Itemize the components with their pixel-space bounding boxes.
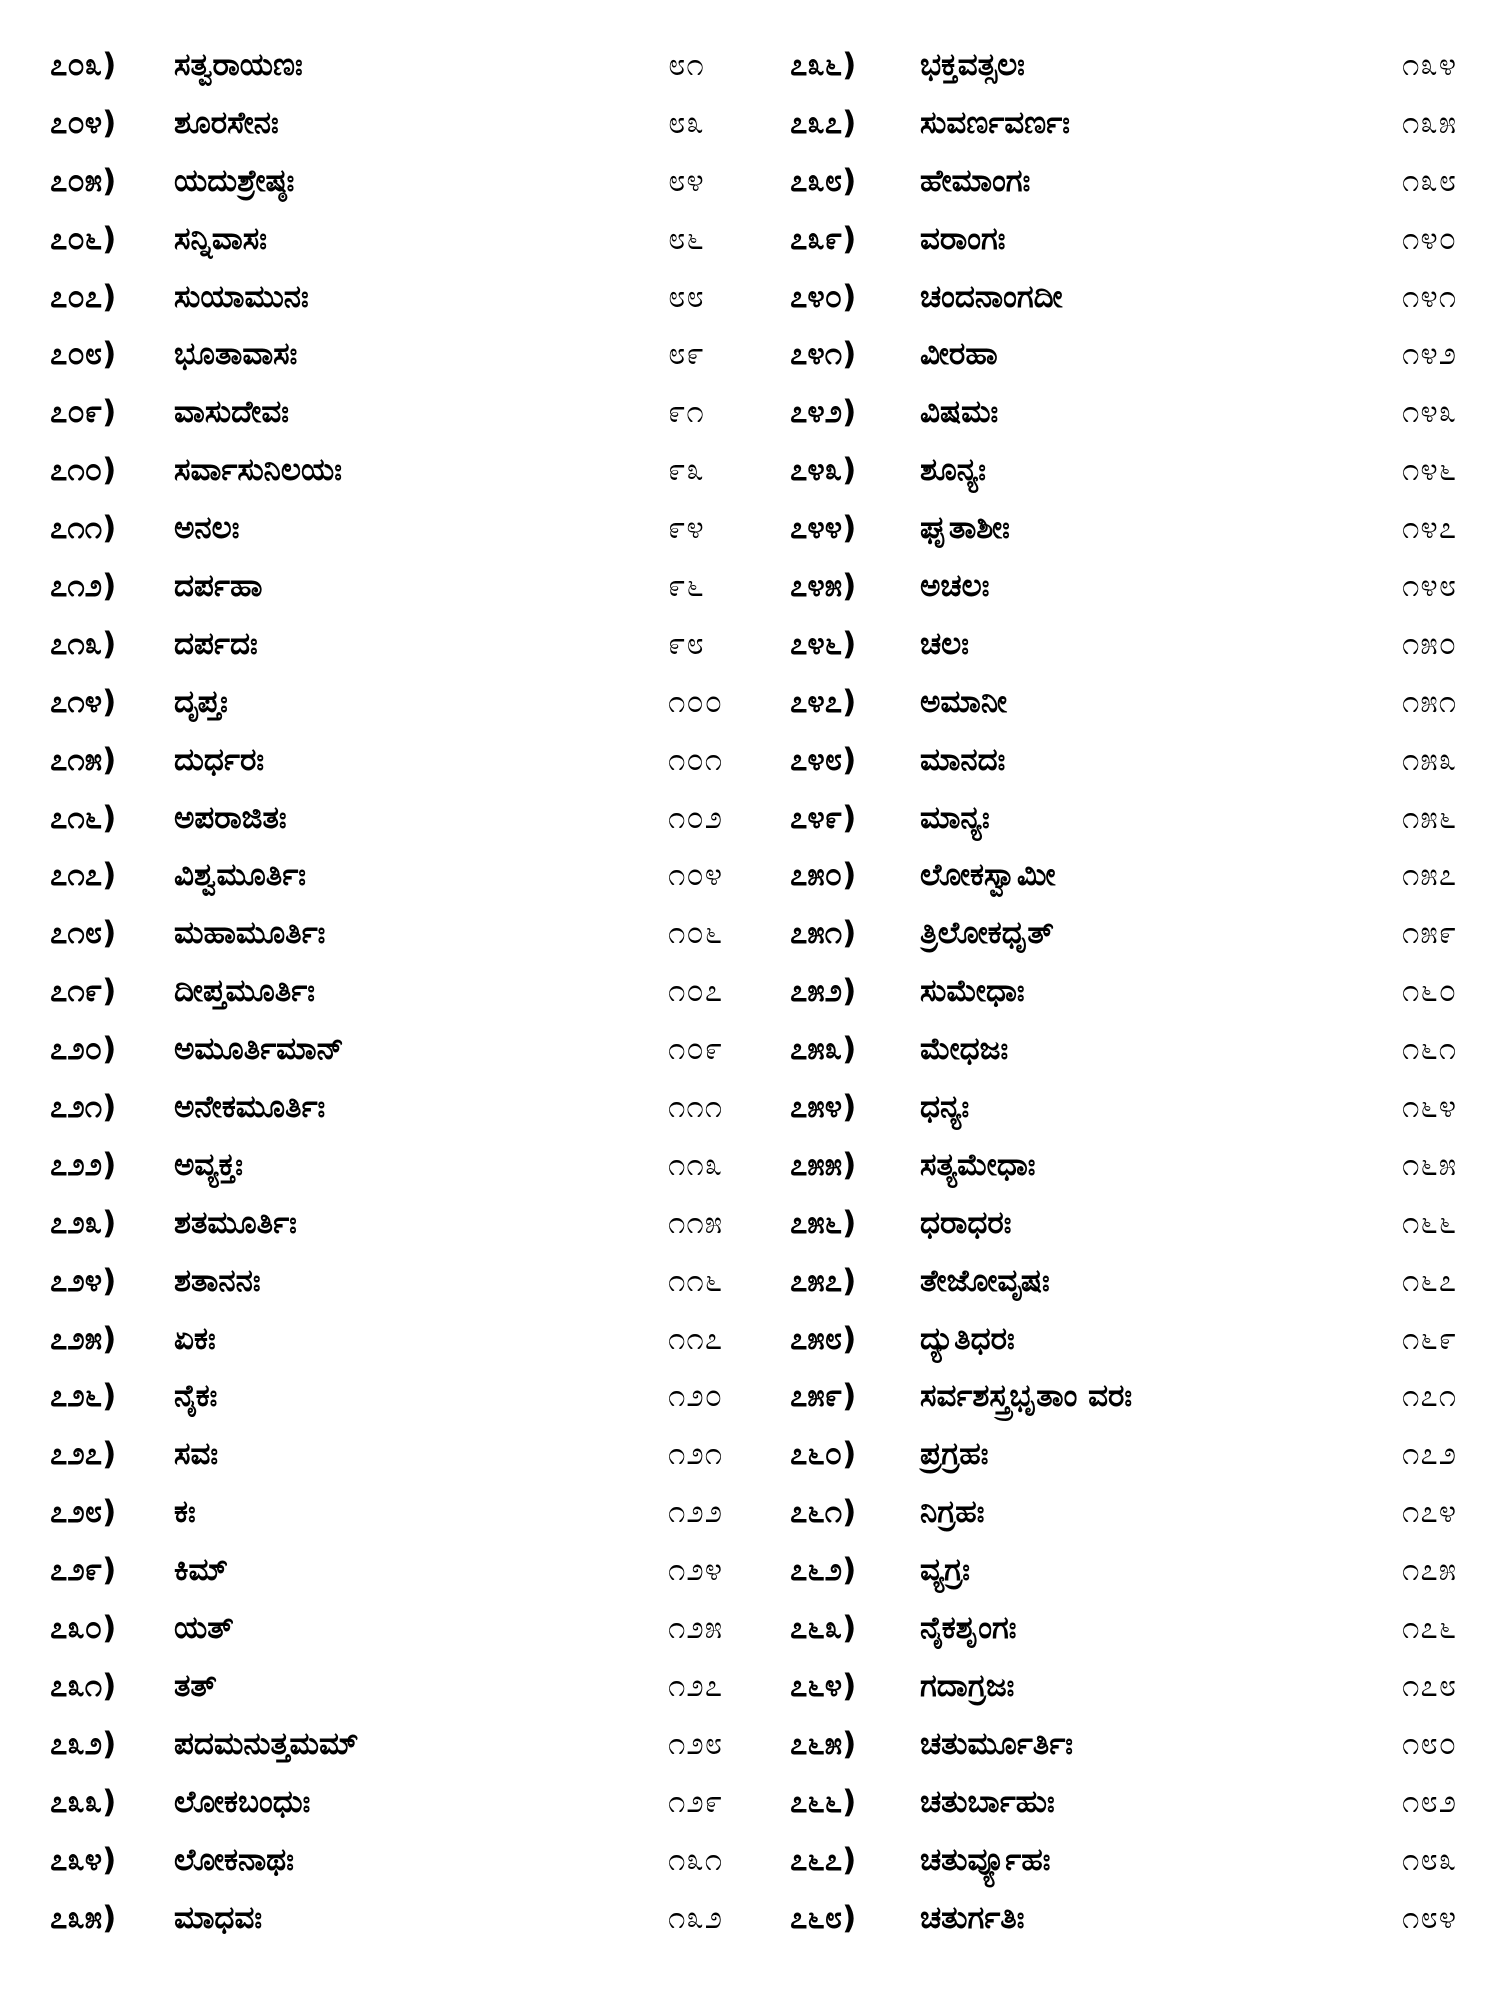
entry-number: ೭೨೧) <box>50 1089 117 1126</box>
entry-page-number: ೯೧ <box>668 394 705 431</box>
entry-name: ವೀರಹಾ <box>920 336 998 373</box>
entry-name: ಗದಾಗ್ರಜಃ <box>920 1667 1015 1704</box>
entry-name: ವಿಷಮಃ <box>920 394 999 431</box>
entry-name: ಸತ್ವರಾಯಣಃ <box>174 47 303 83</box>
entry-name: ಏಕಃ <box>174 1320 216 1357</box>
entry-number: ೭೩೮) <box>790 162 857 199</box>
index-entry <box>50 1425 740 1483</box>
entry-number: ೭೦೭) <box>50 278 117 315</box>
entry-page-number: ೧೪೨ <box>1402 336 1458 373</box>
index-entry <box>50 210 740 268</box>
entry-name: ವ್ಯಗ್ರಃ <box>920 1552 970 1589</box>
entry-name: ತೇಜೋವೃಷಃ <box>920 1262 1050 1299</box>
entry-name: ಧನ್ಯಃ <box>920 1089 970 1126</box>
entry-number: ೭೫೨) <box>790 973 857 1010</box>
entry-number: ೭೪೧) <box>790 336 857 373</box>
index-entry <box>50 94 740 152</box>
index-entry <box>50 1367 740 1425</box>
entry-page-number: ೧೧೩ <box>668 1146 724 1183</box>
entry-name: ವರಾಂಗಃ <box>920 220 1006 257</box>
index-entry <box>50 1541 740 1599</box>
entry-page-number: ೧೦೦ <box>668 683 724 720</box>
entry-page-number: ೧೭೬ <box>1402 1610 1458 1647</box>
index-entry <box>790 1367 1480 1425</box>
entry-page-number: ೧೩೫ <box>1402 104 1458 141</box>
entry-name: ವಿಶ್ವಮೂರ್ತಿಃ <box>174 857 306 894</box>
entry-name: ದೃಪ್ತಃ <box>174 683 228 720</box>
entry-name: ಲೋಕಬಂಧುಃ <box>174 1783 311 1820</box>
entry-page-number: ೧೫೧ <box>1402 683 1458 720</box>
index-entry <box>50 615 740 673</box>
entry-page-number: ೧೨೪ <box>668 1552 724 1589</box>
entry-name: ಸವಃ <box>174 1436 219 1473</box>
entry-name: ಪ್ರಗ್ರಹಃ <box>920 1436 989 1473</box>
index-entry <box>790 557 1480 615</box>
index-entry <box>790 1310 1480 1368</box>
entry-number: ೭೨೭) <box>50 1436 117 1473</box>
entry-name: ಸುವರ್ಣವರ್ಣಃ <box>920 104 1070 141</box>
entry-number: ೭೪೫) <box>790 568 857 605</box>
entry-page-number: ೧೧೫ <box>668 1204 724 1241</box>
entry-name: ಭಕ್ತವತ್ಸಲಃ <box>920 47 1025 83</box>
entry-name: ಅಪರಾಜಿತಃ <box>174 799 287 836</box>
entry-page-number: ೧೧೬ <box>668 1262 724 1299</box>
entry-number: ೭೪೭) <box>790 683 857 720</box>
entry-page-number: ೧೭೮ <box>1402 1667 1458 1704</box>
entry-page-number: ೮೬ <box>668 220 705 257</box>
index-entry <box>790 94 1480 152</box>
index-entry <box>790 1599 1480 1657</box>
entry-name: ನಿಗ್ರಹಃ <box>920 1494 985 1531</box>
entry-number: ೭೩೯) <box>790 220 857 257</box>
entry-number: ೭೪೩) <box>790 452 857 489</box>
entry-number: ೭೦೫) <box>50 162 117 199</box>
index-entry <box>50 1483 740 1541</box>
entry-number: ೭೬೬) <box>790 1783 857 1820</box>
entry-page-number: ೧೮೪ <box>1402 1899 1458 1936</box>
entry-page-number: ೮೪ <box>668 162 705 199</box>
entry-number: ೭೨೬) <box>50 1378 117 1415</box>
entry-number: ೭೧೫) <box>50 741 117 778</box>
entry-number: ೭೩೧) <box>50 1667 117 1704</box>
entry-number: ೭೨೩) <box>50 1204 117 1241</box>
entry-number: ೭೨೪) <box>50 1262 117 1299</box>
entry-name: ಚತುರ್ಮೂರ್ತಿಃ <box>920 1725 1073 1762</box>
entry-number: ೭೫೫) <box>790 1146 857 1183</box>
index-entry <box>790 1773 1480 1831</box>
index-entry <box>50 152 740 210</box>
entry-name: ಮಾನ್ಯಃ <box>920 799 990 836</box>
entry-name: ಅಮಾನೀ <box>920 683 1008 720</box>
entry-page-number: ೧೪೩ <box>1402 394 1458 431</box>
entry-page-number: ೧೭೨ <box>1402 1436 1458 1473</box>
entry-name: ಶೂನ್ಯಃ <box>920 452 986 489</box>
entry-name: ಕಿಮ್ <box>174 1552 229 1589</box>
entry-page-number: ೧೫೯ <box>1402 915 1458 952</box>
entry-number: ೭೪೯) <box>790 799 857 836</box>
index-entry <box>790 1541 1480 1599</box>
entry-name: ಸರ್ವಶಸ್ತ್ರಭೃತಾಂ ವರಃ <box>920 1378 1133 1415</box>
entry-page-number: ೧೪೭ <box>1402 510 1458 547</box>
entry-page-number: ೧೪೧ <box>1402 278 1458 315</box>
entry-page-number: ೧೫೩ <box>1402 741 1458 778</box>
entry-number: ೭೨೫) <box>50 1320 117 1357</box>
entry-page-number: ೧೧೧ <box>668 1089 724 1126</box>
entry-page-number: ೧೮೩ <box>1402 1841 1458 1878</box>
entry-page-number: ೧೦೯ <box>668 1031 724 1068</box>
entry-number: ೭೩೪) <box>50 1841 117 1878</box>
entry-page-number: ೮೩ <box>668 104 705 141</box>
entry-page-number: ೧೦೭ <box>668 973 724 1010</box>
entry-name: ದರ್ಪಹಾ <box>174 568 263 605</box>
entry-number: ೭೧೩) <box>50 625 117 662</box>
entry-name: ಘೃತಾಶೀಃ <box>920 510 1010 547</box>
entry-page-number: ೧೬೭ <box>1402 1262 1458 1299</box>
entry-number: ೭೦೮) <box>50 336 117 373</box>
entry-number: ೭೫೭) <box>790 1262 857 1299</box>
entry-page-number: ೧೩೧ <box>668 1841 724 1878</box>
entry-page-number: ೧೪೬ <box>1402 452 1458 489</box>
entry-number: ೭೧೨) <box>50 568 117 605</box>
entry-page-number: ೧೭೫ <box>1402 1552 1458 1589</box>
entry-name: ಸನ್ನಿವಾಸಃ <box>174 220 267 257</box>
entry-number: ೭೦೯) <box>50 394 117 431</box>
entry-page-number: ೧೩೮ <box>1402 162 1458 199</box>
index-entry <box>50 383 740 441</box>
entry-page-number: ೧೩೪ <box>1402 47 1458 83</box>
entry-name: ಶತಾನನಃ <box>174 1262 261 1299</box>
entry-page-number: ೮೯ <box>668 336 705 373</box>
index-entry <box>790 1136 1480 1194</box>
entry-number: ೭೩೨) <box>50 1725 117 1762</box>
index-entry <box>790 268 1480 326</box>
entry-page-number: ೧೬೯ <box>1402 1320 1458 1357</box>
entry-name: ದ್ಯುತಿಧರಃ <box>920 1320 1015 1357</box>
entry-page-number: ೧೨೫ <box>668 1610 724 1647</box>
entry-number: ೭೧೮) <box>50 915 117 952</box>
index-entry <box>50 1657 740 1715</box>
index-entry <box>790 1889 1480 1947</box>
index-entry <box>50 1889 740 1947</box>
index-entry <box>790 210 1480 268</box>
index-entry <box>790 673 1480 731</box>
entry-number: ೭೪೨) <box>790 394 857 431</box>
entry-page-number: ೧೮೦ <box>1402 1725 1458 1762</box>
entry-page-number: ೧೨೮ <box>668 1725 724 1762</box>
entry-name: ತ್ರಿಲೋಕಧೃತ್ <box>920 915 1054 952</box>
index-entry <box>50 904 740 962</box>
entry-number: ೭೩೭) <box>790 104 857 141</box>
entry-number: ೭೬೭) <box>790 1841 857 1878</box>
entry-name: ಮಾನದಃ <box>920 741 1006 778</box>
entry-number: ೭೧೦) <box>50 452 117 489</box>
index-entry <box>790 441 1480 499</box>
entry-page-number: ೧೨೦ <box>668 1378 724 1415</box>
entry-page-number: ೧೦೧ <box>668 741 724 778</box>
index-entry <box>50 1136 740 1194</box>
index-entry <box>50 789 740 847</box>
index-entry <box>790 325 1480 383</box>
index-entry <box>50 1599 740 1657</box>
entry-name: ಹೇಮಾಂಗಃ <box>920 162 1031 199</box>
entry-name: ಮೇಧಜಃ <box>920 1031 1009 1068</box>
entry-number: ೭೧೧) <box>50 510 117 547</box>
entry-name: ಲೋಕಸ್ವಾಮೀ <box>920 857 1056 894</box>
entry-number: ೭೫೧) <box>790 915 857 952</box>
entry-name: ಚಂದನಾಂಗದೀ <box>920 278 1063 315</box>
index-entry <box>790 152 1480 210</box>
entry-number: ೭೫೩) <box>790 1031 857 1068</box>
entry-number: ೭೦೪) <box>50 104 117 141</box>
entry-page-number: ೧೪೦ <box>1402 220 1458 257</box>
entry-page-number: ೯೬ <box>668 568 705 605</box>
index-entry <box>790 789 1480 847</box>
entry-page-number: ೧೮೨ <box>1402 1783 1458 1820</box>
entry-name: ಅನಲಃ <box>174 510 240 547</box>
entry-page-number: ೮೧ <box>668 47 705 83</box>
entry-number: ೭೪೬) <box>790 625 857 662</box>
index-entry <box>50 1715 740 1773</box>
index-entry <box>50 1310 740 1368</box>
index-entry <box>790 499 1480 557</box>
index-entry <box>50 499 740 557</box>
entry-name: ಚಲಃ <box>920 625 969 662</box>
entry-name: ನೈಕಃ <box>174 1378 218 1415</box>
index-entry <box>790 1483 1480 1541</box>
entry-number: ೭೬೪) <box>790 1667 857 1704</box>
entry-number: ೭೩೬) <box>790 47 857 83</box>
entry-page-number: ೯೩ <box>668 452 705 489</box>
entry-name: ದರ್ಪದಃ <box>174 625 258 662</box>
index-entry <box>790 1078 1480 1136</box>
entry-number: ೭೪೮) <box>790 741 857 778</box>
entry-name: ಅನೇಕಮೂರ್ತಿಃ <box>174 1089 326 1126</box>
entry-name: ವಾಸುದೇವಃ <box>174 394 289 431</box>
index-entry <box>790 1425 1480 1483</box>
entry-page-number: ೧೨೨ <box>668 1494 724 1531</box>
index-entry <box>790 383 1480 441</box>
entry-page-number: ೧೬೦ <box>1402 973 1458 1010</box>
entry-name: ಚತುರ್ಗತಿಃ <box>920 1899 1025 1936</box>
entry-page-number: ೧೬೬ <box>1402 1204 1458 1241</box>
entry-name: ಕಃ <box>174 1494 196 1531</box>
entry-number: ೭೧೭) <box>50 857 117 894</box>
entry-number: ೭೪೦) <box>790 278 857 315</box>
index-entry <box>790 1831 1480 1889</box>
index-entry <box>790 1657 1480 1715</box>
entry-name: ಲೋಕನಾಥಃ <box>174 1841 294 1878</box>
index-entry <box>50 962 740 1020</box>
index-entry <box>50 673 740 731</box>
entry-name: ಯತ್ <box>174 1610 234 1647</box>
entry-name: ಶತಮೂರ್ತಿಃ <box>174 1204 297 1241</box>
entry-page-number: ೧೫೦ <box>1402 625 1458 662</box>
entry-name: ಸುಮೇಧಾಃ <box>920 973 1025 1010</box>
entry-number: ೭೫೮) <box>790 1320 857 1357</box>
entry-page-number: ೧೪೮ <box>1402 568 1458 605</box>
entry-number: ೭೬೮) <box>790 1899 857 1936</box>
entry-page-number: ೧೫೭ <box>1402 857 1458 894</box>
index-entry <box>790 962 1480 1020</box>
entry-page-number: ೧೬೪ <box>1402 1089 1458 1126</box>
index-entry <box>50 325 740 383</box>
entry-number: ೭೬೫) <box>790 1725 857 1762</box>
entry-number: ೭೬೧) <box>790 1494 857 1531</box>
index-entry <box>50 846 740 904</box>
index-column-left <box>50 36 740 1946</box>
index-entry <box>50 1773 740 1831</box>
entry-name: ಯದುಶ್ರೇಷ್ಠಃ <box>174 162 295 199</box>
entry-page-number: ೧೬೧ <box>1402 1031 1458 1068</box>
entry-page-number: ೧೦೬ <box>668 915 724 952</box>
index-entry <box>50 441 740 499</box>
index-entry <box>50 1831 740 1889</box>
entry-name: ಅಚಲಃ <box>920 568 990 605</box>
entry-number: ೭೫೦) <box>790 857 857 894</box>
entry-number: ೭೨೯) <box>50 1552 117 1589</box>
index-entry <box>790 846 1480 904</box>
index-entry <box>790 1194 1480 1252</box>
entry-page-number: ೧೬೫ <box>1402 1146 1458 1183</box>
entry-number: ೭೩೩) <box>50 1783 117 1820</box>
entry-number: ೭೧೬) <box>50 799 117 836</box>
entry-name: ಸರ್ವಾಸುನಿಲಯಃ <box>174 452 342 489</box>
entry-number: ೭೫೯) <box>790 1378 857 1415</box>
entry-number: ೭೦೩) <box>50 47 117 83</box>
index-entry <box>790 731 1480 789</box>
entry-page-number: ೮೮ <box>668 278 705 315</box>
index-entry <box>50 1020 740 1078</box>
entry-number: ೭೪೪) <box>790 510 857 547</box>
entry-name: ಭೂತಾವಾಸಃ <box>174 336 298 373</box>
entry-name: ಅವ್ಯಕ್ತಃ <box>174 1146 243 1183</box>
entry-number: ೭೨೮) <box>50 1494 117 1531</box>
entry-page-number: ೧೦೨ <box>668 799 724 836</box>
entry-number: ೭೫೪) <box>790 1089 857 1126</box>
entry-page-number: ೯೮ <box>668 625 705 662</box>
entry-page-number: ೧೨೧ <box>668 1436 724 1473</box>
entry-name: ಧರಾಧರಃ <box>920 1204 1012 1241</box>
entry-page-number: ೧೧೭ <box>668 1320 724 1357</box>
index-entry <box>790 904 1480 962</box>
entry-number: ೭೨೨) <box>50 1146 117 1183</box>
index-column-right <box>790 36 1480 1946</box>
entry-page-number: ೧೦೪ <box>668 857 724 894</box>
index-entry <box>50 1078 740 1136</box>
entry-name: ನೈಕಶೃಂಗಃ <box>920 1610 1017 1647</box>
entry-page-number: ೧೭೪ <box>1402 1494 1458 1531</box>
entry-page-number: ೯೪ <box>668 510 705 547</box>
entry-name: ಚತುರ್ವ್ಯೂಹಃ <box>920 1841 1051 1878</box>
entry-name: ದುರ್ಧರಃ <box>174 741 265 778</box>
entry-page-number: ೧೫೬ <box>1402 799 1458 836</box>
index-entry <box>50 731 740 789</box>
entry-name: ಮಹಾಮೂರ್ತಿಃ <box>174 915 326 952</box>
entry-number: ೭೬೨) <box>790 1552 857 1589</box>
entry-page-number: ೧೨೭ <box>668 1667 724 1704</box>
index-entry <box>50 36 740 94</box>
entry-name: ಸತ್ಯಮೇಧಾಃ <box>920 1146 1036 1183</box>
entry-name: ಪದಮನುತ್ತಮಮ್ <box>174 1725 359 1762</box>
entry-number: ೭೦೬) <box>50 220 117 257</box>
entry-name: ಶೂರಸೇನಃ <box>174 104 279 141</box>
index-entry <box>50 1194 740 1252</box>
index-entry <box>50 557 740 615</box>
index-entry <box>790 1715 1480 1773</box>
index-entry <box>790 1252 1480 1310</box>
entry-name: ಮಾಧವಃ <box>174 1899 263 1936</box>
entry-name: ಸುಯಾಮುನಃ <box>174 278 309 315</box>
entry-number: ೭೩೦) <box>50 1610 117 1647</box>
index-entry <box>790 36 1480 94</box>
entry-number: ೭೧೯) <box>50 973 117 1010</box>
entry-name: ಚತುರ್ಬಾಹುಃ <box>920 1783 1055 1820</box>
entry-number: ೭೩೫) <box>50 1899 117 1936</box>
index-entry <box>50 268 740 326</box>
index-entry <box>50 1252 740 1310</box>
entry-name: ತತ್ <box>174 1667 217 1704</box>
index-entry <box>790 615 1480 673</box>
entry-number: ೭೧೪) <box>50 683 117 720</box>
entry-number: ೭೬೩) <box>790 1610 857 1647</box>
entry-number: ೭೬೦) <box>790 1436 857 1473</box>
entry-number: ೭೨೦) <box>50 1031 117 1068</box>
entry-page-number: ೧೨೯ <box>668 1783 724 1820</box>
entry-name: ದೀಪ್ತಮೂರ್ತಿಃ <box>174 973 315 1010</box>
entry-number: ೭೫೬) <box>790 1204 857 1241</box>
index-entry <box>790 1020 1480 1078</box>
entry-page-number: ೧೭೧ <box>1402 1378 1458 1415</box>
entry-name: ಅಮೂರ್ತಿಮಾನ್ <box>174 1031 344 1068</box>
entry-page-number: ೧೩೨ <box>668 1899 724 1936</box>
